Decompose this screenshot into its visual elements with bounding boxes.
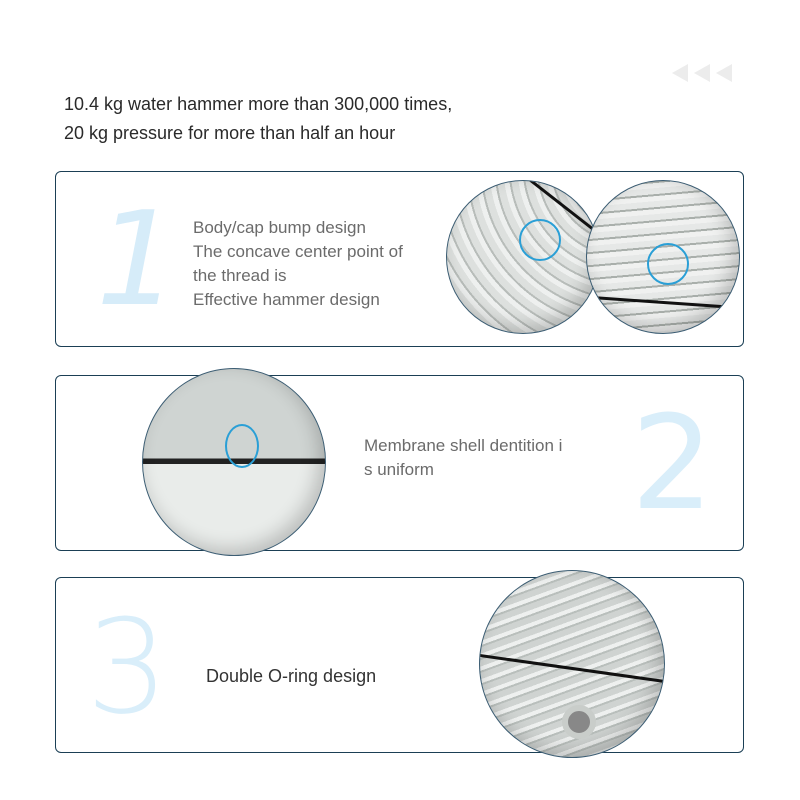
headline (64, 90, 452, 148)
thread-closeup-photo (586, 180, 740, 334)
highlight-circle (225, 424, 259, 468)
description-line: Body/cap bump design (193, 218, 366, 237)
feature-number: 1 (96, 183, 179, 335)
o-ring (479, 652, 665, 686)
feature-description (193, 216, 403, 312)
o-ring-cap-photo (479, 570, 665, 758)
description-line: s uniform (364, 460, 434, 479)
feature-number: 2 (631, 387, 714, 539)
description-line: Effective hammer design (193, 290, 380, 309)
description-line: Double O-ring design (206, 666, 377, 686)
feature-description (206, 664, 376, 688)
o-ring (586, 295, 740, 311)
feature-card-3 (55, 577, 744, 753)
cap-hub (562, 705, 596, 739)
description-line: The concave center point of (193, 242, 403, 261)
arrow-left-icon (672, 64, 688, 82)
highlight-circle (519, 219, 561, 261)
arrow-left-icon (694, 64, 710, 82)
feature-card-1 (55, 171, 744, 347)
thread-closeup-photo (446, 180, 600, 334)
headline-line-1: 10.4 kg water hammer more than 300,000 times, (64, 94, 453, 114)
feature-description (364, 434, 562, 482)
description-line: the thread is (193, 266, 287, 285)
feature-card-2 (55, 375, 744, 551)
shell-dentition-photo (142, 368, 326, 556)
description-line: Membrane shell dentition i (364, 436, 563, 455)
arrow-left-icon (716, 64, 732, 82)
highlight-circle (647, 243, 689, 285)
triple-left-arrow-icon (672, 64, 732, 82)
headline-line-2: 20 kg pressure for more than half an hour (64, 123, 396, 143)
feature-number: 3 (86, 591, 169, 743)
